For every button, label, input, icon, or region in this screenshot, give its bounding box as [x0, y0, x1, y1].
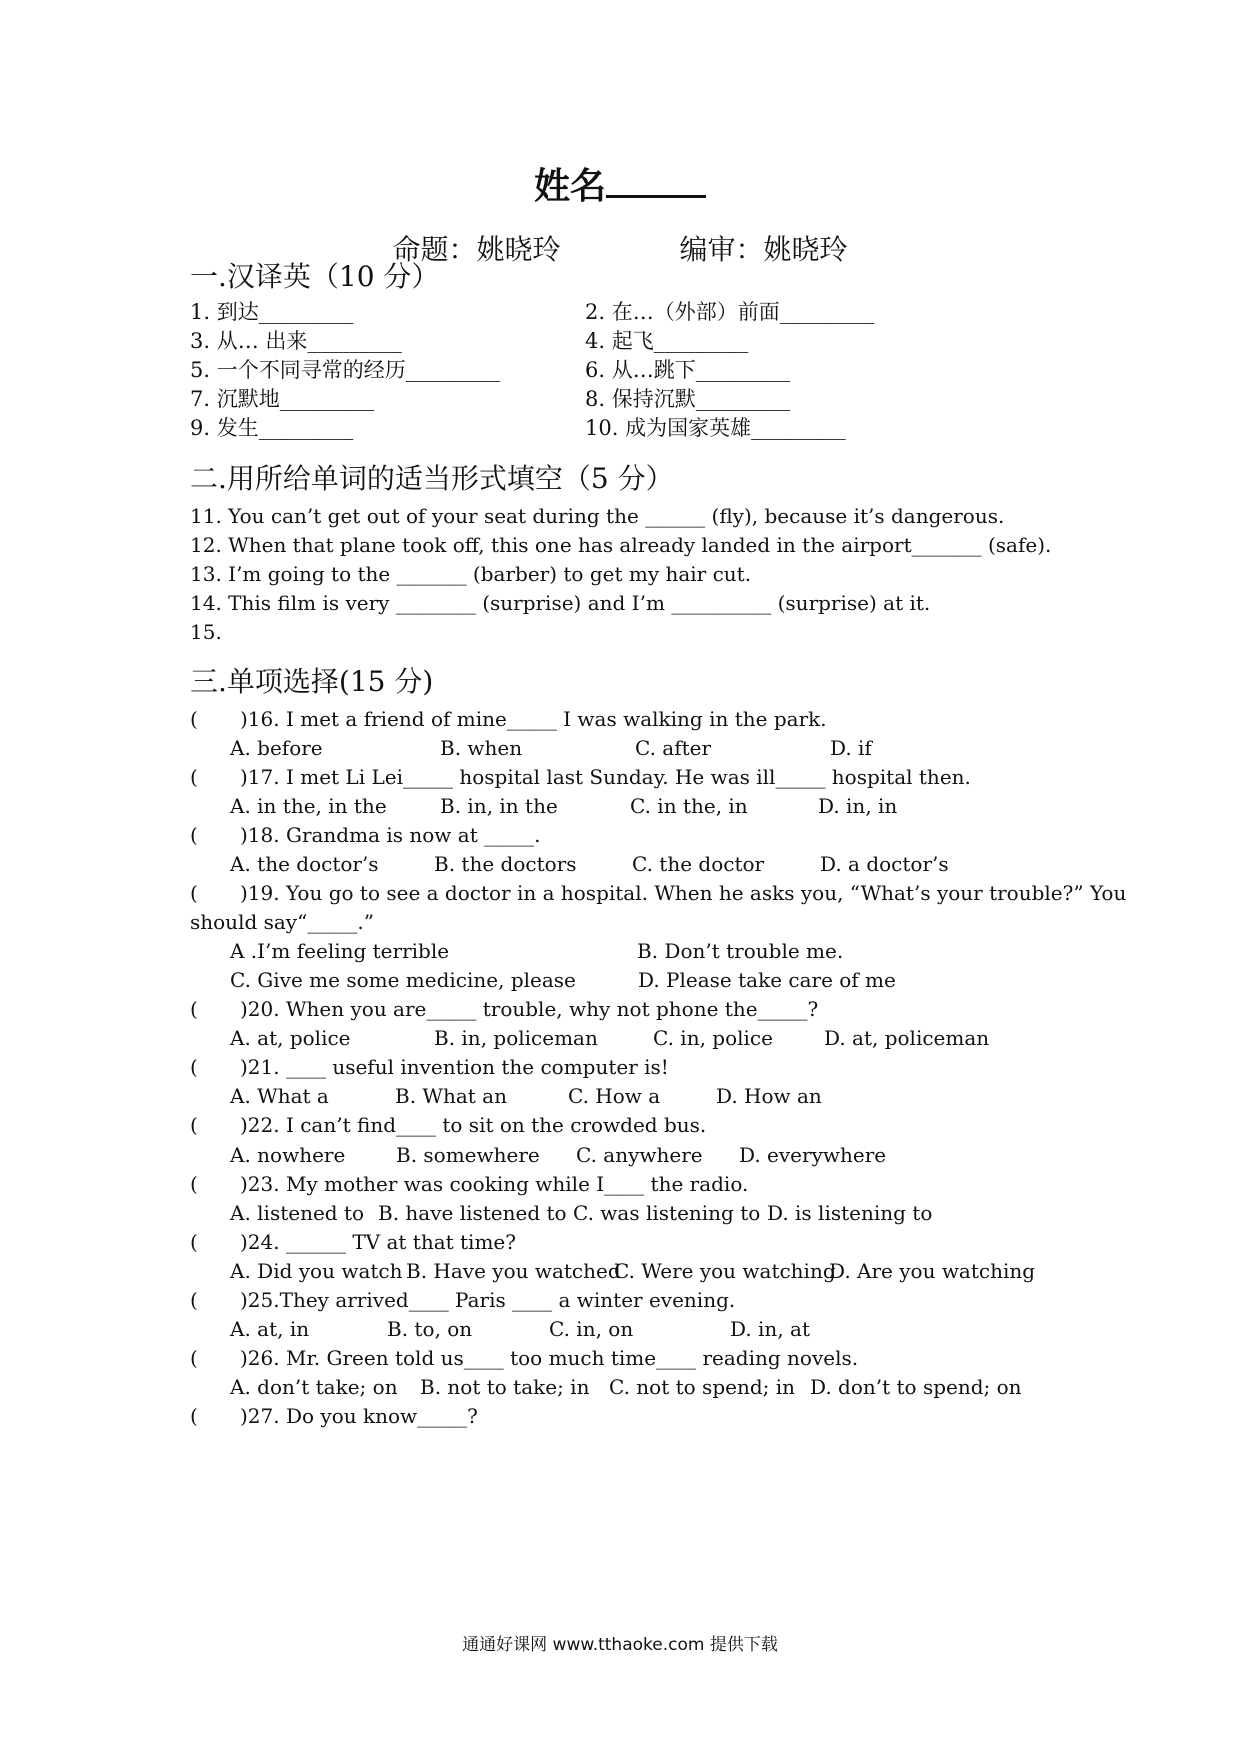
- s2-item-14: 14. This film is very ________ (surprise) and I’m __________ (surprise) at it.: [190, 591, 931, 615]
- section1-heading: 一.汉译英（10 分）: [190, 260, 440, 293]
- q21-option-a: A. What a: [230, 1084, 329, 1108]
- q19-option-b: B. Don’t trouble me.: [637, 939, 844, 963]
- q18-option-b: B. the doctors: [434, 852, 577, 876]
- q24-option-c: C. Were you watching: [614, 1259, 836, 1283]
- q17-option-c: C. in the, in: [630, 794, 748, 818]
- s1-item-7: 7. 沉默地_________: [190, 387, 375, 411]
- q17-option-b: B. in, in the: [440, 794, 558, 818]
- answer-bracket: (: [190, 765, 198, 789]
- section3-heading: 三.单项选择(15 分): [190, 665, 434, 698]
- s1-item-6: 6. 从…跳下_________: [585, 358, 791, 382]
- s1-item-2: 2. 在…（外部）前面_________: [585, 300, 875, 324]
- q24-option-d: D. Are you watching: [829, 1259, 1036, 1283]
- question-25: ( )25.They arrived____ Paris ____ a winter evening.: [190, 1285, 735, 1315]
- s2-item-15: 15.: [190, 620, 222, 644]
- answer-bracket: (: [190, 1113, 198, 1137]
- answer-bracket: (: [190, 1346, 198, 1370]
- q26-option-a: A. don’t take; on: [230, 1375, 398, 1399]
- q20-option-d: D. at, policeman: [824, 1026, 990, 1050]
- q18-option-d: D. a doctor’s: [820, 852, 949, 876]
- q26-option-b: B. not to take; in: [420, 1375, 590, 1399]
- q25-option-b: B. to, on: [387, 1317, 473, 1341]
- s1-item-1: 1. 到达_________: [190, 300, 354, 324]
- question-18: ( )18. Grandma is now at _____.: [190, 820, 540, 850]
- q20-option-a: A. at, police: [230, 1026, 351, 1050]
- q26-option-c: C. not to spend; in: [609, 1375, 796, 1399]
- q22-option-d: D. everywhere: [739, 1143, 887, 1167]
- q16-option-d: D. if: [830, 736, 872, 760]
- q22-option-c: C. anywhere: [576, 1143, 703, 1167]
- page-title: [0, 158, 1240, 209]
- s1-item-5: 5. 一个不同寻常的经历_________: [190, 358, 501, 382]
- s1-item-4: 4. 起飞_________: [585, 329, 749, 353]
- author-label: 命题：姚晓玲: [392, 233, 561, 266]
- q26-option-d: D. don’t to spend; on: [810, 1375, 1022, 1399]
- question-17: ( )17. I met Li Lei_____ hospital last Sunday. He was ill_____ hospital then.: [190, 762, 971, 792]
- q23-option-d: D. is listening to: [767, 1201, 933, 1225]
- q19-option-a: A .I’m feeling terrible: [230, 939, 450, 963]
- answer-bracket: (: [190, 1230, 198, 1254]
- page-footer: 通通好课网 www.tthaoke.com 提供下载: [462, 1635, 778, 1655]
- question-22: ( )22. I can’t find____ to sit on the crowded bus.: [190, 1110, 706, 1140]
- answer-bracket: (: [190, 997, 198, 1021]
- q19-option-d: D. Please take care of me: [638, 968, 896, 992]
- q22-option-b: B. somewhere: [396, 1143, 540, 1167]
- answer-bracket: (: [190, 823, 198, 847]
- question-24: ( )24. ______ TV at that time?: [190, 1227, 516, 1257]
- answer-bracket: (: [190, 1288, 198, 1312]
- question-19: ( )19. You go to see a doctor in a hospital. When he asks you, “What’s your trouble?” You: [190, 878, 1126, 908]
- q21-option-d: D. How an: [716, 1084, 822, 1108]
- question-20: ( )20. When you are_____ trouble, why not phone the_____?: [190, 994, 818, 1024]
- q23-option-b: B. have listened to: [378, 1201, 567, 1225]
- question-16: ( )16. I met a friend of mine_____ I was walking in the park.: [190, 704, 827, 734]
- s1-item-9: 9. 发生_________: [190, 416, 354, 440]
- q25-option-d: D. in, at: [730, 1317, 810, 1341]
- q18-option-a: A. the doctor’s: [230, 852, 379, 876]
- answer-bracket: (: [190, 1404, 198, 1428]
- s2-item-12: 12. When that plane took off, this one has already landed in the airport_______ (safe).: [190, 533, 1052, 557]
- reviewer-label: 编审：姚晓玲: [679, 233, 848, 266]
- s1-item-8: 8. 保持沉默_________: [585, 387, 791, 411]
- answer-bracket: (: [190, 707, 198, 731]
- authors-line: [0, 228, 1240, 268]
- q20-option-c: C. in, police: [653, 1026, 773, 1050]
- question-23: ( )23. My mother was cooking while I____ the radio.: [190, 1169, 748, 1199]
- q16-option-b: B. when: [440, 736, 523, 760]
- q23-option-a: A. listened to: [230, 1201, 365, 1225]
- s1-item-10: 10. 成为国家英雄_________: [585, 416, 846, 440]
- q17-option-d: D. in, in: [818, 794, 898, 818]
- q24-option-a: A. Did you watch: [230, 1259, 403, 1283]
- question-19-continued: should say“_____.”: [190, 910, 374, 934]
- title-text: 姓名: [533, 166, 606, 207]
- q16-option-a: A. before: [230, 736, 323, 760]
- q24-option-b: B. Have you watched: [406, 1259, 621, 1283]
- s2-item-11: 11. You can’t get out of your seat during the ______ (fly), because it’s dangerous.: [190, 504, 1005, 528]
- q16-option-c: C. after: [635, 736, 712, 760]
- q21-option-c: C. How a: [568, 1084, 661, 1108]
- s1-item-3: 3. 从… 出来_________: [190, 329, 402, 353]
- answer-bracket: (: [190, 1172, 198, 1196]
- q17-option-a: A. in the, in the: [230, 794, 387, 818]
- section2-heading: 二.用所给单词的适当形式填空（5 分）: [190, 462, 674, 495]
- question-26: ( )26. Mr. Green told us____ too much time____ reading novels.: [190, 1343, 858, 1373]
- q25-option-c: C. in, on: [549, 1317, 634, 1341]
- q18-option-c: C. the doctor: [632, 852, 765, 876]
- q22-option-a: A. nowhere: [230, 1143, 346, 1167]
- q20-option-b: B. in, policeman: [434, 1026, 598, 1050]
- answer-bracket: (: [190, 1055, 198, 1079]
- q25-option-a: A. at, in: [230, 1317, 310, 1341]
- q19-option-c: C. Give me some medicine, please: [230, 968, 576, 992]
- question-21: ( )21. ____ useful invention the computer is!: [190, 1052, 669, 1082]
- q23-option-c: C. was listening to: [573, 1201, 761, 1225]
- answer-bracket: (: [190, 881, 198, 905]
- name-blank: [606, 165, 706, 198]
- question-27: ( )27. Do you know_____?: [190, 1401, 478, 1431]
- q21-option-b: B. What an: [395, 1084, 507, 1108]
- s2-item-13: 13. I’m going to the _______ (barber) to get my hair cut.: [190, 562, 752, 586]
